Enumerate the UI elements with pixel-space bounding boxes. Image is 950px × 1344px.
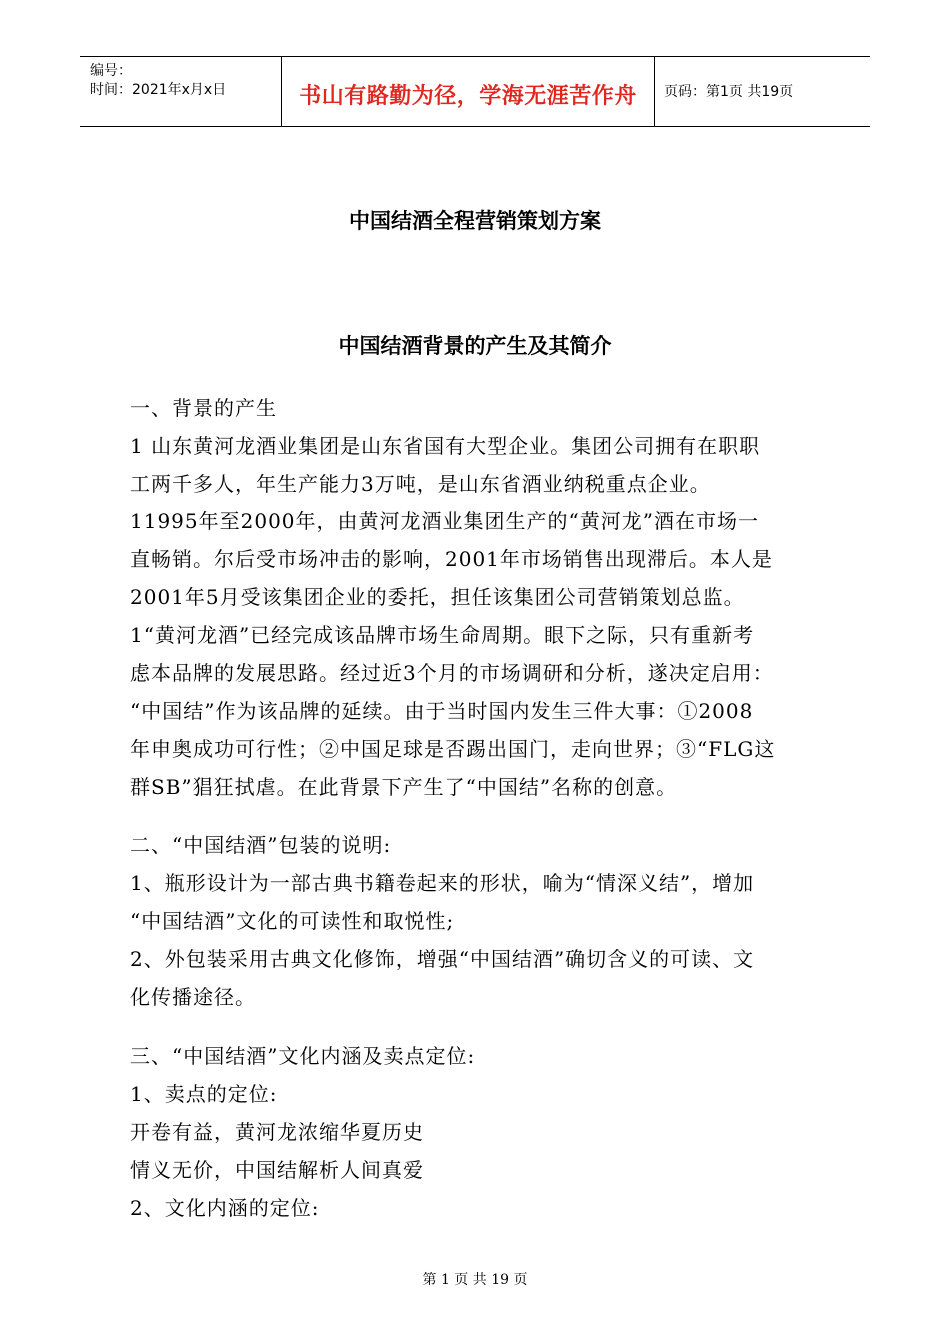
body-line: 2、文化内涵的定位: <box>130 1196 320 1220</box>
body-line: 1、卖点的定位: <box>130 1082 278 1106</box>
body-line: “中国结”作为该品牌的延续。由于当时国内发生三件大事：①2008 <box>130 699 754 723</box>
document-title: 中国结酒全程营销策划方案 <box>349 208 601 233</box>
document-time-label: 时间：2021年x月x日 <box>90 82 227 98</box>
header-motto-cell <box>281 57 655 126</box>
document-number-label: 编号： <box>90 63 132 79</box>
header-table <box>80 56 870 127</box>
body-line: 情义无价，中国结解析人间真爱 <box>130 1158 424 1182</box>
header-page-cell <box>654 57 870 126</box>
body-line: 2001年5月受该集团企业的委托，担任该集团公司营销策划总监。 <box>130 585 745 609</box>
body-line: 11995年至2000年，由黄河龙酒业集团生产的“黄河龙”酒在市场一 <box>130 509 759 533</box>
body-line: “中国结酒”文化的可读性和取悦性; <box>130 909 455 933</box>
body-line: 1 山东黄河龙酒业集团是山东省国有大型企业。集团公司拥有在职职 <box>130 434 761 458</box>
body-line: 三、“中国结酒”文化内涵及卖点定位: <box>130 1044 476 1068</box>
body-line: 开卷有益，黄河龙浓缩华夏历史 <box>130 1120 424 1144</box>
body-line: 一、背景的产生 <box>130 396 277 420</box>
body-line: 化传播途径。 <box>130 985 256 1009</box>
header-meta-cell <box>80 57 281 126</box>
body-line: 群SB”猖狂拭虐。在此背景下产生了“中国结”名称的创意。 <box>130 775 678 799</box>
section-title: 中国结酒背景的产生及其简介 <box>338 333 612 358</box>
body-line: 1“黄河龙酒”已经完成该品牌市场生命周期。眼下之际，只有重新考 <box>130 623 755 647</box>
header-motto: 书山有路勤为径，学海无涯苦作舟 <box>299 84 637 109</box>
header-page-info: 页码：第1页 共19页 <box>664 84 794 100</box>
body-line: 年申奥成功可行性；②中国足球是否踢出国门，走向世界；③“FLG这 <box>130 737 776 761</box>
body-line: 二、“中国结酒”包装的说明: <box>130 833 392 857</box>
page-footer: 第 1 页 共 19 页 <box>422 1272 528 1288</box>
body-line: 虑本品牌的发展思路。经过近3个月的市场调研和分析，遂决定启用： <box>130 661 774 685</box>
body-line: 2、外包装采用古典文化修饰，增强“中国结酒”确切含义的可读、文 <box>130 947 755 971</box>
body-line: 直畅销。尔后受市场冲击的影响，2001年市场销售出现滞后。本人是 <box>130 547 773 571</box>
body-line: 工两千多人，年生产能力3万吨，是山东省酒业纳税重点企业。 <box>130 472 711 496</box>
body-line: 1、瓶形设计为一部古典书籍卷起来的形状，喻为“情深义结”，增加 <box>130 871 755 895</box>
